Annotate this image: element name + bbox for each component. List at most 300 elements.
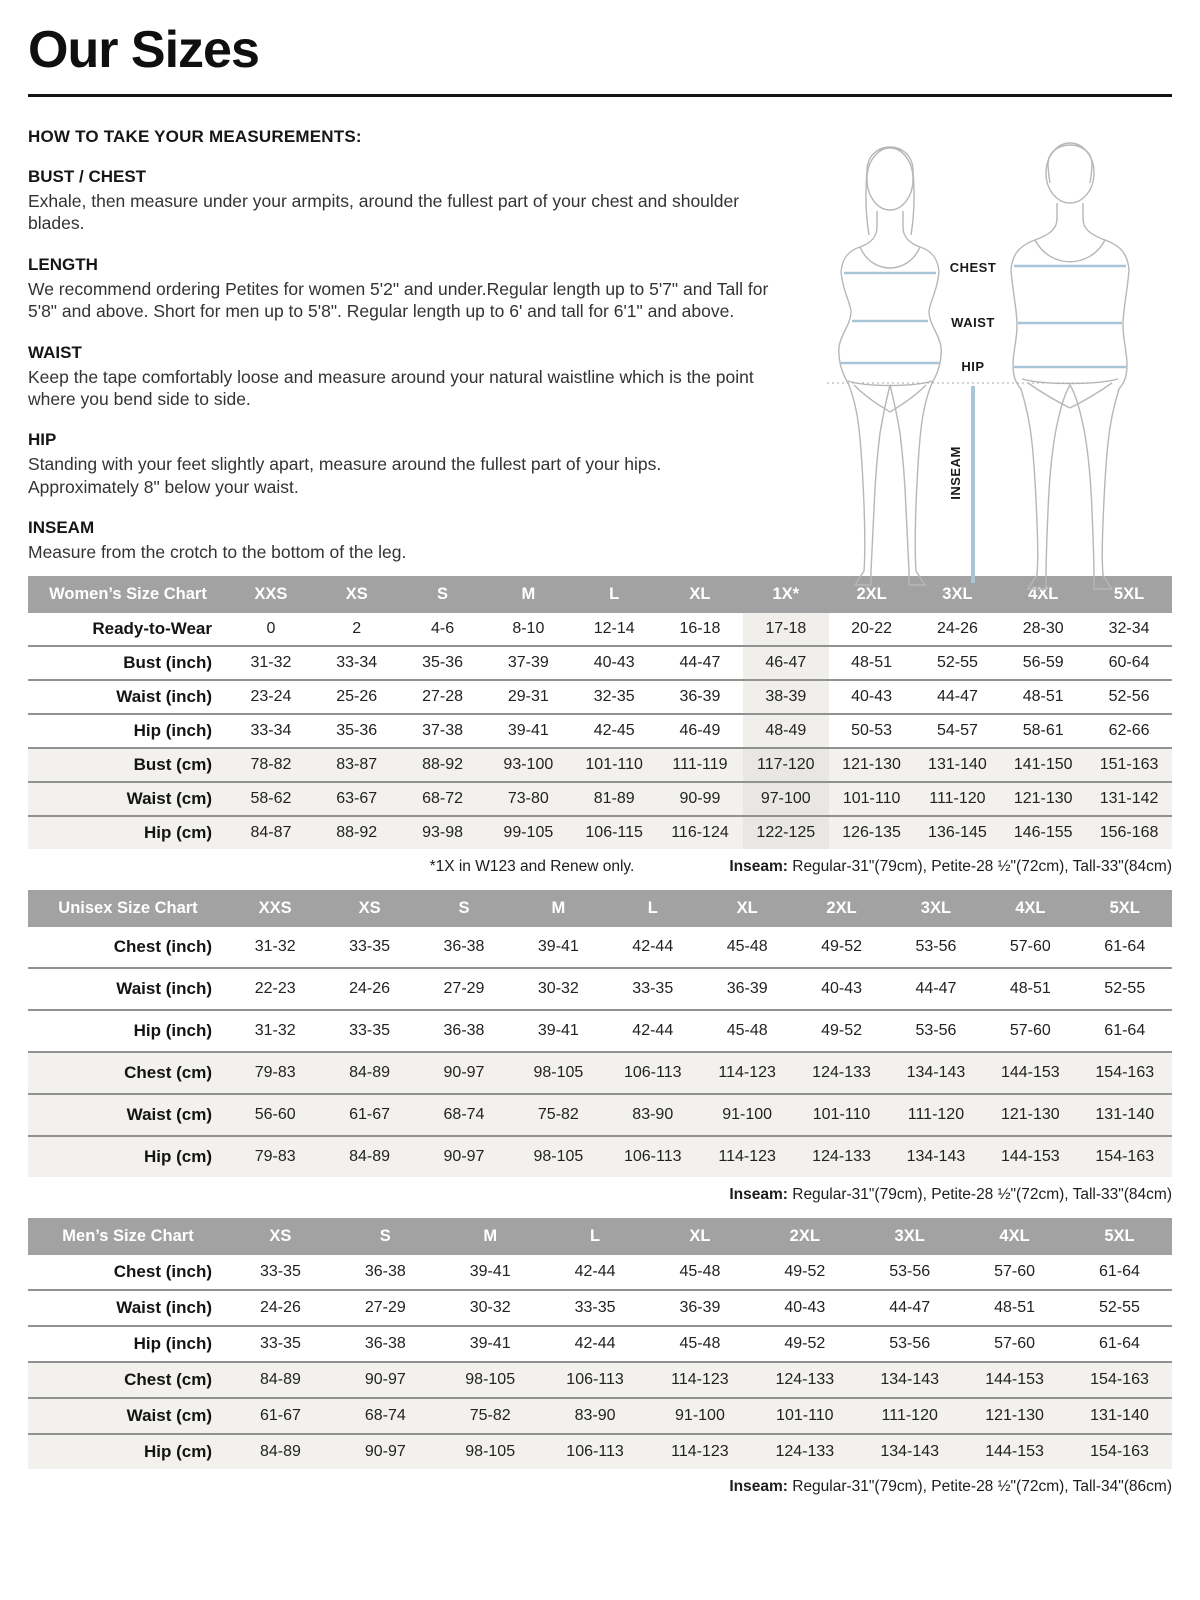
hip-label: HIP — [961, 359, 985, 374]
row-label: Chest (inch) — [28, 927, 228, 968]
row-label: Waist (cm) — [28, 1094, 228, 1136]
size-cell: 144-153 — [983, 1052, 1077, 1094]
size-cell: 124-133 — [794, 1136, 888, 1177]
size-cell: 49-52 — [794, 1010, 888, 1052]
size-cell: 83-90 — [543, 1398, 648, 1434]
section-body-waist: Keep the tape comfortably loose and measure around your natural waistline which is the point where you bend side to side. — [28, 366, 754, 409]
size-cell: 39-41 — [438, 1255, 543, 1290]
woman-figure — [839, 147, 941, 585]
size-column-header: XL — [657, 576, 743, 613]
table-row — [28, 1290, 1172, 1326]
size-cell: 116-124 — [657, 816, 743, 849]
size-cell: 91-100 — [648, 1398, 753, 1434]
size-cell: 0 — [228, 613, 314, 646]
size-cell: 27-29 — [333, 1290, 438, 1326]
chest-label: CHEST — [949, 260, 997, 275]
size-cell: 124-133 — [752, 1362, 857, 1398]
size-cell: 44-47 — [857, 1290, 962, 1326]
size-cell: 61-64 — [1078, 1010, 1172, 1052]
size-column-header: S — [417, 890, 511, 927]
size-cell: 154-163 — [1067, 1434, 1172, 1469]
size-cell: 32-34 — [1086, 613, 1172, 646]
size-cell: 36-38 — [333, 1255, 438, 1290]
size-cell: 44-47 — [915, 680, 1001, 714]
table-title: Men’s Size Chart — [28, 1218, 228, 1255]
row-label: Hip (inch) — [28, 1326, 228, 1362]
size-cell: 33-35 — [322, 927, 416, 968]
size-cell: 46-47 — [743, 646, 829, 680]
size-cell: 114-123 — [648, 1362, 753, 1398]
size-cell: 88-92 — [314, 816, 400, 849]
size-cell: 36-39 — [657, 680, 743, 714]
size-cell: 121-130 — [983, 1094, 1077, 1136]
size-cell: 38-39 — [743, 680, 829, 714]
size-cell: 90-97 — [333, 1362, 438, 1398]
size-cell: 88-92 — [400, 748, 486, 782]
size-cell: 111-119 — [657, 748, 743, 782]
size-cell: 68-74 — [417, 1094, 511, 1136]
size-cell: 101-110 — [829, 782, 915, 816]
size-column-header: M — [485, 576, 571, 613]
size-column-header: XS — [314, 576, 400, 613]
size-cell: 49-52 — [794, 927, 888, 968]
size-cell: 101-110 — [752, 1398, 857, 1434]
table-row — [28, 1434, 1172, 1469]
size-cell: 16-18 — [657, 613, 743, 646]
body-measurement-diagram — [790, 133, 1162, 603]
size-cell: 131-140 — [1067, 1398, 1172, 1434]
mens-inseam-footnote: Inseam: Regular-31"(79cm), Petite-28 ½"(72cm), Tall-34"(86cm) — [729, 1477, 1172, 1495]
section-title-inseam: INSEAM — [28, 518, 95, 538]
size-column-header: 3XL — [857, 1218, 962, 1255]
size-cell: 40-43 — [752, 1290, 857, 1326]
size-cell: 56-60 — [228, 1094, 322, 1136]
size-cell: 136-145 — [915, 816, 1001, 849]
row-label: Chest (cm) — [28, 1052, 228, 1094]
size-cell: 32-35 — [571, 680, 657, 714]
size-cell: 146-155 — [1000, 816, 1086, 849]
size-cell: 154-163 — [1078, 1136, 1172, 1177]
size-cell: 35-36 — [314, 714, 400, 748]
table-row — [28, 968, 1172, 1010]
row-label: Waist (inch) — [28, 1290, 228, 1326]
size-cell: 114-123 — [700, 1136, 794, 1177]
size-cell: 117-120 — [743, 748, 829, 782]
size-cell: 33-35 — [228, 1326, 333, 1362]
1x-footnote: *1X in W123 and Renew only. — [429, 857, 635, 875]
size-cell: 111-120 — [857, 1398, 962, 1434]
size-cell: 33-34 — [228, 714, 314, 748]
size-cell: 2 — [314, 613, 400, 646]
size-column-header: 3XL — [889, 890, 983, 927]
size-cell: 25-26 — [314, 680, 400, 714]
womens-size-chart-table — [28, 576, 1172, 849]
size-cell: 24-26 — [228, 1290, 333, 1326]
size-cell: 36-39 — [648, 1290, 753, 1326]
size-cell: 106-113 — [543, 1434, 648, 1469]
size-column-header: XL — [700, 890, 794, 927]
size-cell: 52-55 — [1067, 1290, 1172, 1326]
size-cell: 83-90 — [606, 1094, 700, 1136]
size-cell: 98-105 — [438, 1434, 543, 1469]
size-cell: 93-100 — [485, 748, 571, 782]
size-cell: 60-64 — [1086, 646, 1172, 680]
size-cell: 106-113 — [606, 1136, 700, 1177]
table-row — [28, 1052, 1172, 1094]
size-cell: 101-110 — [794, 1094, 888, 1136]
size-cell: 48-51 — [1000, 680, 1086, 714]
size-cell: 42-44 — [606, 927, 700, 968]
size-cell: 33-35 — [228, 1255, 333, 1290]
size-cell: 23-24 — [228, 680, 314, 714]
size-column-header: 1X* — [743, 576, 829, 613]
size-cell: 131-140 — [1078, 1094, 1172, 1136]
size-cell: 45-48 — [700, 1010, 794, 1052]
size-cell: 90-99 — [657, 782, 743, 816]
size-cell: 98-105 — [511, 1136, 605, 1177]
size-cell: 98-105 — [511, 1052, 605, 1094]
size-cell: 33-35 — [322, 1010, 416, 1052]
table-row — [28, 1398, 1172, 1434]
size-cell: 134-143 — [857, 1434, 962, 1469]
womens-inseam-footnote: Inseam: Regular-31"(79cm), Petite-28 ½"(72cm), Tall-33"(84cm) — [729, 857, 1172, 875]
section-body-inseam: Measure from the crotch to the bottom of the leg. — [28, 542, 407, 563]
size-cell: 106-113 — [606, 1052, 700, 1094]
size-column-header: L — [606, 890, 700, 927]
row-label: Bust (cm) — [28, 748, 228, 782]
size-column-header: XS — [322, 890, 416, 927]
size-cell: 57-60 — [983, 1010, 1077, 1052]
row-label: Waist (cm) — [28, 1398, 228, 1434]
size-cell: 84-89 — [228, 1434, 333, 1469]
size-cell: 79-83 — [228, 1052, 322, 1094]
section-title-bust-chest: BUST / CHEST — [28, 167, 147, 186]
size-cell: 17-18 — [743, 613, 829, 646]
size-cell: 31-32 — [228, 646, 314, 680]
size-cell: 61-64 — [1078, 927, 1172, 968]
size-cell: 40-43 — [571, 646, 657, 680]
size-column-header: M — [438, 1218, 543, 1255]
size-cell: 151-163 — [1086, 748, 1172, 782]
size-column-header: S — [333, 1218, 438, 1255]
page-title: Our Sizes — [28, 21, 259, 79]
unisex-size-chart-section — [28, 890, 1172, 1204]
size-column-header: 5XL — [1078, 890, 1172, 927]
table-header-row — [28, 890, 1172, 927]
womens-size-chart-section — [28, 576, 1172, 876]
size-cell: 40-43 — [794, 968, 888, 1010]
size-cell: 84-89 — [228, 1362, 333, 1398]
size-cell: 49-52 — [752, 1326, 857, 1362]
size-cell: 4-6 — [400, 613, 486, 646]
size-cell: 42-44 — [543, 1255, 648, 1290]
size-charts-area — [28, 576, 1172, 1496]
row-label: Hip (inch) — [28, 714, 228, 748]
size-cell: 75-82 — [438, 1398, 543, 1434]
size-cell: 131-142 — [1086, 782, 1172, 816]
size-cell: 49-52 — [752, 1255, 857, 1290]
size-cell: 46-49 — [657, 714, 743, 748]
size-cell: 42-45 — [571, 714, 657, 748]
instructions-heading: HOW TO TAKE YOUR MEASUREMENTS: — [28, 127, 362, 146]
size-column-header: XL — [648, 1218, 753, 1255]
size-cell: 122-125 — [743, 816, 829, 849]
size-cell: 98-105 — [438, 1362, 543, 1398]
size-guide-page — [28, 20, 1172, 1600]
size-cell: 57-60 — [962, 1326, 1067, 1362]
size-cell: 31-32 — [228, 1010, 322, 1052]
size-cell: 24-26 — [915, 613, 1001, 646]
size-cell: 81-89 — [571, 782, 657, 816]
row-label: Chest (inch) — [28, 1255, 228, 1290]
size-cell: 90-97 — [333, 1434, 438, 1469]
size-cell: 53-56 — [857, 1255, 962, 1290]
section-body-bust-chest: Exhale, then measure under your armpits, around the fullest part of your chest and shoulder blades. — [28, 191, 740, 234]
size-cell: 8-10 — [485, 613, 571, 646]
mens-size-chart-table — [28, 1218, 1172, 1469]
size-cell: 33-35 — [543, 1290, 648, 1326]
size-cell: 39-41 — [511, 1010, 605, 1052]
unisex-inseam-footnote: Inseam: Regular-31"(79cm), Petite-28 ½"(72cm), Tall-33"(84cm) — [729, 1185, 1172, 1203]
size-cell: 40-43 — [829, 680, 915, 714]
row-label: Hip (cm) — [28, 1136, 228, 1177]
size-cell: 61-64 — [1067, 1326, 1172, 1362]
table-row — [28, 1326, 1172, 1362]
table-row — [28, 613, 1172, 646]
size-cell: 31-32 — [228, 927, 322, 968]
size-cell: 68-74 — [333, 1398, 438, 1434]
size-cell: 134-143 — [857, 1362, 962, 1398]
size-cell: 61-67 — [228, 1398, 333, 1434]
size-cell: 54-57 — [915, 714, 1001, 748]
size-cell: 36-38 — [417, 1010, 511, 1052]
size-cell: 53-56 — [889, 1010, 983, 1052]
table-row — [28, 1362, 1172, 1398]
size-cell: 30-32 — [511, 968, 605, 1010]
size-cell: 58-62 — [228, 782, 314, 816]
table-row — [28, 646, 1172, 680]
size-cell: 57-60 — [983, 927, 1077, 968]
size-cell: 52-55 — [1078, 968, 1172, 1010]
unisex-size-chart-table — [28, 890, 1172, 1177]
size-column-header: 2XL — [794, 890, 888, 927]
size-cell: 83-87 — [314, 748, 400, 782]
table-row — [28, 1094, 1172, 1136]
size-cell: 61-64 — [1067, 1255, 1172, 1290]
size-cell: 36-38 — [333, 1326, 438, 1362]
size-cell: 131-140 — [915, 748, 1001, 782]
size-cell: 106-115 — [571, 816, 657, 849]
mens-size-chart-section — [28, 1218, 1172, 1496]
size-cell: 90-97 — [417, 1052, 511, 1094]
size-cell: 52-56 — [1086, 680, 1172, 714]
size-cell: 39-41 — [485, 714, 571, 748]
row-label: Bust (inch) — [28, 646, 228, 680]
size-cell: 48-51 — [829, 646, 915, 680]
size-cell: 121-130 — [1000, 782, 1086, 816]
table-row — [28, 816, 1172, 849]
size-cell: 84-89 — [322, 1052, 416, 1094]
size-cell: 124-133 — [752, 1434, 857, 1469]
size-column-header: XXS — [228, 576, 314, 613]
size-cell: 106-113 — [543, 1362, 648, 1398]
size-cell: 111-120 — [889, 1094, 983, 1136]
size-cell: 20-22 — [829, 613, 915, 646]
size-column-header: M — [511, 890, 605, 927]
size-cell: 53-56 — [857, 1326, 962, 1362]
size-cell: 57-60 — [962, 1255, 1067, 1290]
size-cell: 75-82 — [511, 1094, 605, 1136]
size-column-header: XS — [228, 1218, 333, 1255]
womens-chart-footnote — [28, 858, 1172, 876]
size-cell: 91-100 — [700, 1094, 794, 1136]
size-cell: 33-35 — [606, 968, 700, 1010]
mens-chart-footnote — [28, 1478, 1172, 1496]
size-cell: 79-83 — [228, 1136, 322, 1177]
size-cell: 154-163 — [1078, 1052, 1172, 1094]
size-cell: 141-150 — [1000, 748, 1086, 782]
row-label: Chest (cm) — [28, 1362, 228, 1398]
size-cell: 78-82 — [228, 748, 314, 782]
measurement-instructions-area — [28, 127, 1172, 564]
section-title-waist: WAIST — [28, 342, 82, 362]
table-row — [28, 782, 1172, 816]
size-column-header: 3XL — [915, 576, 1001, 613]
size-cell: 48-51 — [983, 968, 1077, 1010]
size-cell: 124-133 — [794, 1052, 888, 1094]
size-column-header: 4XL — [983, 890, 1077, 927]
size-column-header: L — [571, 576, 657, 613]
section-body-hip: Standing with your feet slightly apart, measure around the fullest part of your hips. Approximately 8" below your waist. — [28, 454, 662, 497]
size-cell: 36-39 — [700, 968, 794, 1010]
size-cell: 101-110 — [571, 748, 657, 782]
table-row — [28, 1255, 1172, 1290]
table-header-row — [28, 1218, 1172, 1255]
size-column-header: S — [400, 576, 486, 613]
row-label: Ready-to-Wear — [28, 613, 228, 646]
table-row — [28, 714, 1172, 748]
size-cell: 29-31 — [485, 680, 571, 714]
row-label: Hip (cm) — [28, 816, 228, 849]
size-cell: 44-47 — [889, 968, 983, 1010]
size-cell: 121-130 — [829, 748, 915, 782]
size-cell: 53-56 — [889, 927, 983, 968]
size-cell: 134-143 — [889, 1052, 983, 1094]
table-row — [28, 748, 1172, 782]
size-column-header: 4XL — [962, 1218, 1067, 1255]
size-cell: 93-98 — [400, 816, 486, 849]
size-cell: 37-39 — [485, 646, 571, 680]
size-cell: 42-44 — [606, 1010, 700, 1052]
size-cell: 63-67 — [314, 782, 400, 816]
size-cell: 27-28 — [400, 680, 486, 714]
title-divider — [28, 94, 1172, 97]
figures-illustration — [790, 133, 1162, 603]
table-row — [28, 1136, 1172, 1177]
size-cell: 62-66 — [1086, 714, 1172, 748]
size-cell: 45-48 — [648, 1255, 753, 1290]
size-column-header: 5XL — [1086, 576, 1172, 613]
size-cell: 84-87 — [228, 816, 314, 849]
row-label: Hip (inch) — [28, 1010, 228, 1052]
size-column-header: 2XL — [829, 576, 915, 613]
size-column-header: 5XL — [1067, 1218, 1172, 1255]
size-cell: 73-80 — [485, 782, 571, 816]
size-cell: 90-97 — [417, 1136, 511, 1177]
row-label: Waist (inch) — [28, 968, 228, 1010]
size-cell: 37-38 — [400, 714, 486, 748]
size-column-header: 4XL — [1000, 576, 1086, 613]
size-cell: 114-123 — [648, 1434, 753, 1469]
size-cell: 42-44 — [543, 1326, 648, 1362]
size-cell: 39-41 — [438, 1326, 543, 1362]
size-cell: 52-55 — [915, 646, 1001, 680]
table-row — [28, 680, 1172, 714]
table-row — [28, 927, 1172, 968]
size-cell: 56-59 — [1000, 646, 1086, 680]
table-title: Women’s Size Chart — [28, 576, 228, 613]
size-cell: 39-41 — [511, 927, 605, 968]
inseam-label: INSEAM — [948, 446, 963, 500]
size-cell: 156-168 — [1086, 816, 1172, 849]
size-column-header: 2XL — [752, 1218, 857, 1255]
size-cell: 134-143 — [889, 1136, 983, 1177]
size-cell: 97-100 — [743, 782, 829, 816]
waist-label: WAIST — [951, 315, 995, 330]
size-cell: 45-48 — [700, 927, 794, 968]
size-cell: 126-135 — [829, 816, 915, 849]
size-cell: 144-153 — [962, 1434, 1067, 1469]
section-title-length: LENGTH — [28, 254, 98, 274]
size-column-header: XXS — [228, 890, 322, 927]
size-cell: 84-89 — [322, 1136, 416, 1177]
size-cell: 58-61 — [1000, 714, 1086, 748]
row-label: Waist (cm) — [28, 782, 228, 816]
row-label: Waist (inch) — [28, 680, 228, 714]
row-label: Hip (cm) — [28, 1434, 228, 1469]
size-cell: 36-38 — [417, 927, 511, 968]
size-cell: 12-14 — [571, 613, 657, 646]
size-cell: 144-153 — [962, 1362, 1067, 1398]
size-cell: 44-47 — [657, 646, 743, 680]
size-column-header: L — [543, 1218, 648, 1255]
table-title: Unisex Size Chart — [28, 890, 228, 927]
size-cell: 27-29 — [417, 968, 511, 1010]
size-cell: 144-153 — [983, 1136, 1077, 1177]
size-cell: 24-26 — [322, 968, 416, 1010]
size-cell: 48-49 — [743, 714, 829, 748]
size-cell: 99-105 — [485, 816, 571, 849]
size-cell: 45-48 — [648, 1326, 753, 1362]
section-title-hip: HIP — [28, 430, 57, 450]
size-cell: 48-51 — [962, 1290, 1067, 1326]
size-cell: 33-34 — [314, 646, 400, 680]
size-cell: 68-72 — [400, 782, 486, 816]
size-cell: 50-53 — [829, 714, 915, 748]
table-row — [28, 1010, 1172, 1052]
size-cell: 61-67 — [322, 1094, 416, 1136]
unisex-chart-footnote — [28, 1186, 1172, 1204]
size-cell: 114-123 — [700, 1052, 794, 1094]
size-cell: 35-36 — [400, 646, 486, 680]
size-cell: 22-23 — [228, 968, 322, 1010]
size-cell: 121-130 — [962, 1398, 1067, 1434]
size-cell: 111-120 — [915, 782, 1001, 816]
section-body-length: We recommend ordering Petites for women 5'2" and under.Regular length up to 5'7" and Tall for 5'8" and above. Short for men up to 5'8". Regular length up to 6' and tall for 6'1" and above. — [28, 278, 769, 322]
size-cell: 28-30 — [1000, 613, 1086, 646]
size-cell: 30-32 — [438, 1290, 543, 1326]
instructions-column — [28, 127, 773, 564]
